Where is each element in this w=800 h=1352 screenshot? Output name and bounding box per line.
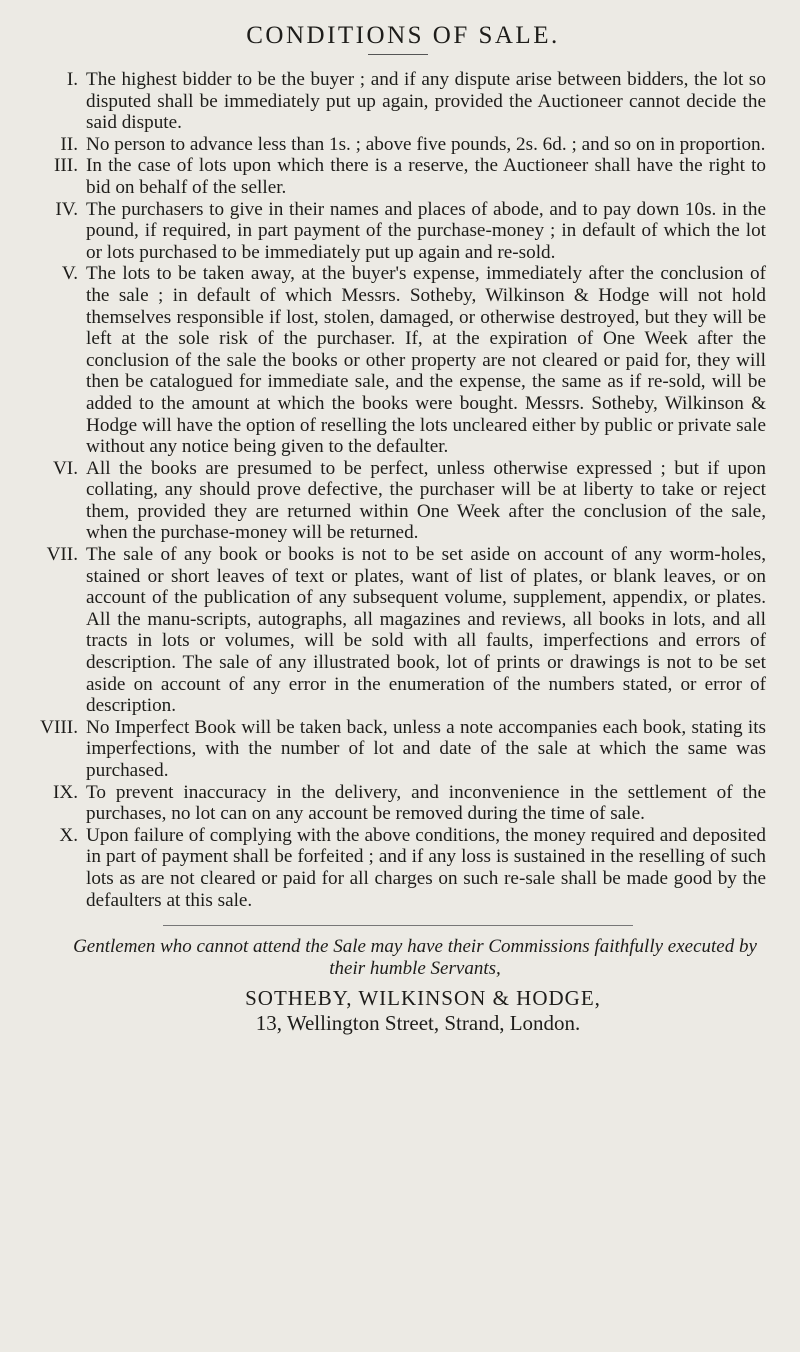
condition-item <box>30 825 766 911</box>
condition-number: II. <box>60 133 78 155</box>
condition-number: I. <box>66 69 78 90</box>
separator-rule <box>163 925 633 926</box>
firm-address: 13, Wellington Street, Strand, London. <box>255 1011 581 1036</box>
condition-item <box>30 717 766 782</box>
condition-number: IV. <box>55 198 78 220</box>
condition-text: The sale of any book or books is not to be set aside on account of any worm-holes, stained or short leaves of text or plates, want of list of plates, or blank leaves, or on account of the publication of any subsequent volume, supplement, appendix, or plates. All the manu-scripts, autographs, all magazines and reviews, all books in lots, and all tracts in lots or volumes, will be sold with all faults, imperfections and errors of description. The sale of any illustrated book, lot of prints or drawings is not to be set aside on account of any error in the enumeration of the numbers stated, or error of description. <box>86 544 766 717</box>
condition-text: No Imperfect Book will be taken back, unless a note accompanies each book, stating its imperfections, with the number of lot and date of the sale at which the same was purchased. <box>86 716 766 781</box>
condition-text: The highest bidder to be the buyer ; and if any dispute arise between bidders, the lot so disputed shall be immediately put up again, provided the Auctioneer cannot decide the said dispute. <box>86 69 766 134</box>
condition-item <box>30 544 766 717</box>
conditions-list <box>30 69 766 911</box>
page-title: CONDITIONS OF SALE. <box>246 22 560 49</box>
condition-item <box>30 134 766 156</box>
firm-name: SOTHEBY, WILKINSON & HODGE, <box>245 986 601 1011</box>
condition-number: IX. <box>52 781 78 803</box>
condition-number: III. <box>54 155 78 177</box>
condition-text: All the books are presumed to be perfect, unless otherwise expressed ; but if upon collating, any should prove defective, the purchaser will be at liberty to take or reject them, provided they are returned within One Week after the conclusion of the sale, when the purchase-money will be returned. <box>86 457 766 544</box>
title-rule <box>368 54 428 55</box>
condition-number: VIII. <box>40 716 78 738</box>
condition-text: In the case of lots upon which there is a reserve, the Auctioneer shall have the right to bid on behalf of the seller. <box>86 155 766 198</box>
condition-item <box>30 458 766 544</box>
condition-item <box>30 199 766 264</box>
condition-item <box>30 263 766 457</box>
condition-item <box>30 782 766 825</box>
commission-note: Gentlemen who cannot attend the Sale may have their Commissions faithfully executed by their humble Servants, <box>73 936 757 980</box>
condition-text: The purchasers to give in their names and places of abode, and to pay down 10s. in the pound, if required, in part payment of the purchase-money ; in default of which the lot or lots purchased to be immediately put up again and re-sold. <box>86 198 766 263</box>
condition-number: VI. <box>52 457 78 479</box>
condition-item <box>30 155 766 198</box>
condition-text: No person to advance less than 1s. ; above five pounds, 2s. 6d. ; and so on in proportion. <box>86 133 766 155</box>
condition-number: X. <box>59 824 78 846</box>
condition-number: V. <box>61 263 78 285</box>
condition-item <box>30 69 766 134</box>
condition-text: To prevent inaccuracy in the delivery, and inconvenience in the settlement of the purchases, no lot can on any account be removed during the time of sale. <box>86 781 766 825</box>
condition-number: VII. <box>46 544 78 566</box>
condition-text: The lots to be taken away, at the buyer's expense, immediately after the conclusion of the sale ; in default of which Messrs. Sotheby, Wilkinson & Hodge will not hold themselves responsible if lost, stolen, damaged, or otherwise destroyed, but they will be left at the sole risk of the purchaser. If, at the expiration of One Week after the conclusion of the sale the books or other property are not cleared or paid for, they will then be catalogued for immediate sale, and the expense, the same as if re-sold, will be added to the amount at which the books were bought. Messrs. Sotheby, Wilkinson & Hodge will have the option of reselling the lots uncleared either by public or private sale without any notice being given to the defaulter. <box>86 263 766 458</box>
condition-text: Upon failure of complying with the above conditions, the money required and deposited in part of payment shall be forfeited ; and if any loss is sustained in the reselling of such lots as are not cleared or paid for all charges on such re-sale shall be made good by the defaulters at this sale. <box>86 824 766 911</box>
